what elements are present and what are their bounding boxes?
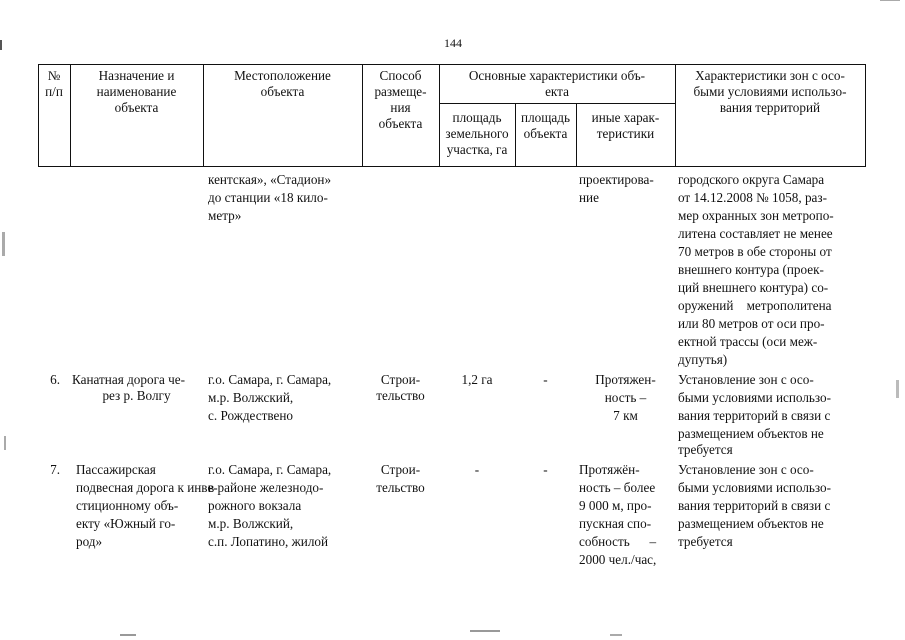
row-object-area: -	[543, 372, 548, 387]
row-object-area: -	[543, 462, 548, 477]
page-number: 144	[444, 36, 462, 50]
row-land-area: -	[474, 462, 480, 477]
row-num: 7.	[50, 462, 60, 477]
row-land-area: 1,2 га	[461, 372, 493, 387]
row-num: 6.	[50, 372, 60, 387]
